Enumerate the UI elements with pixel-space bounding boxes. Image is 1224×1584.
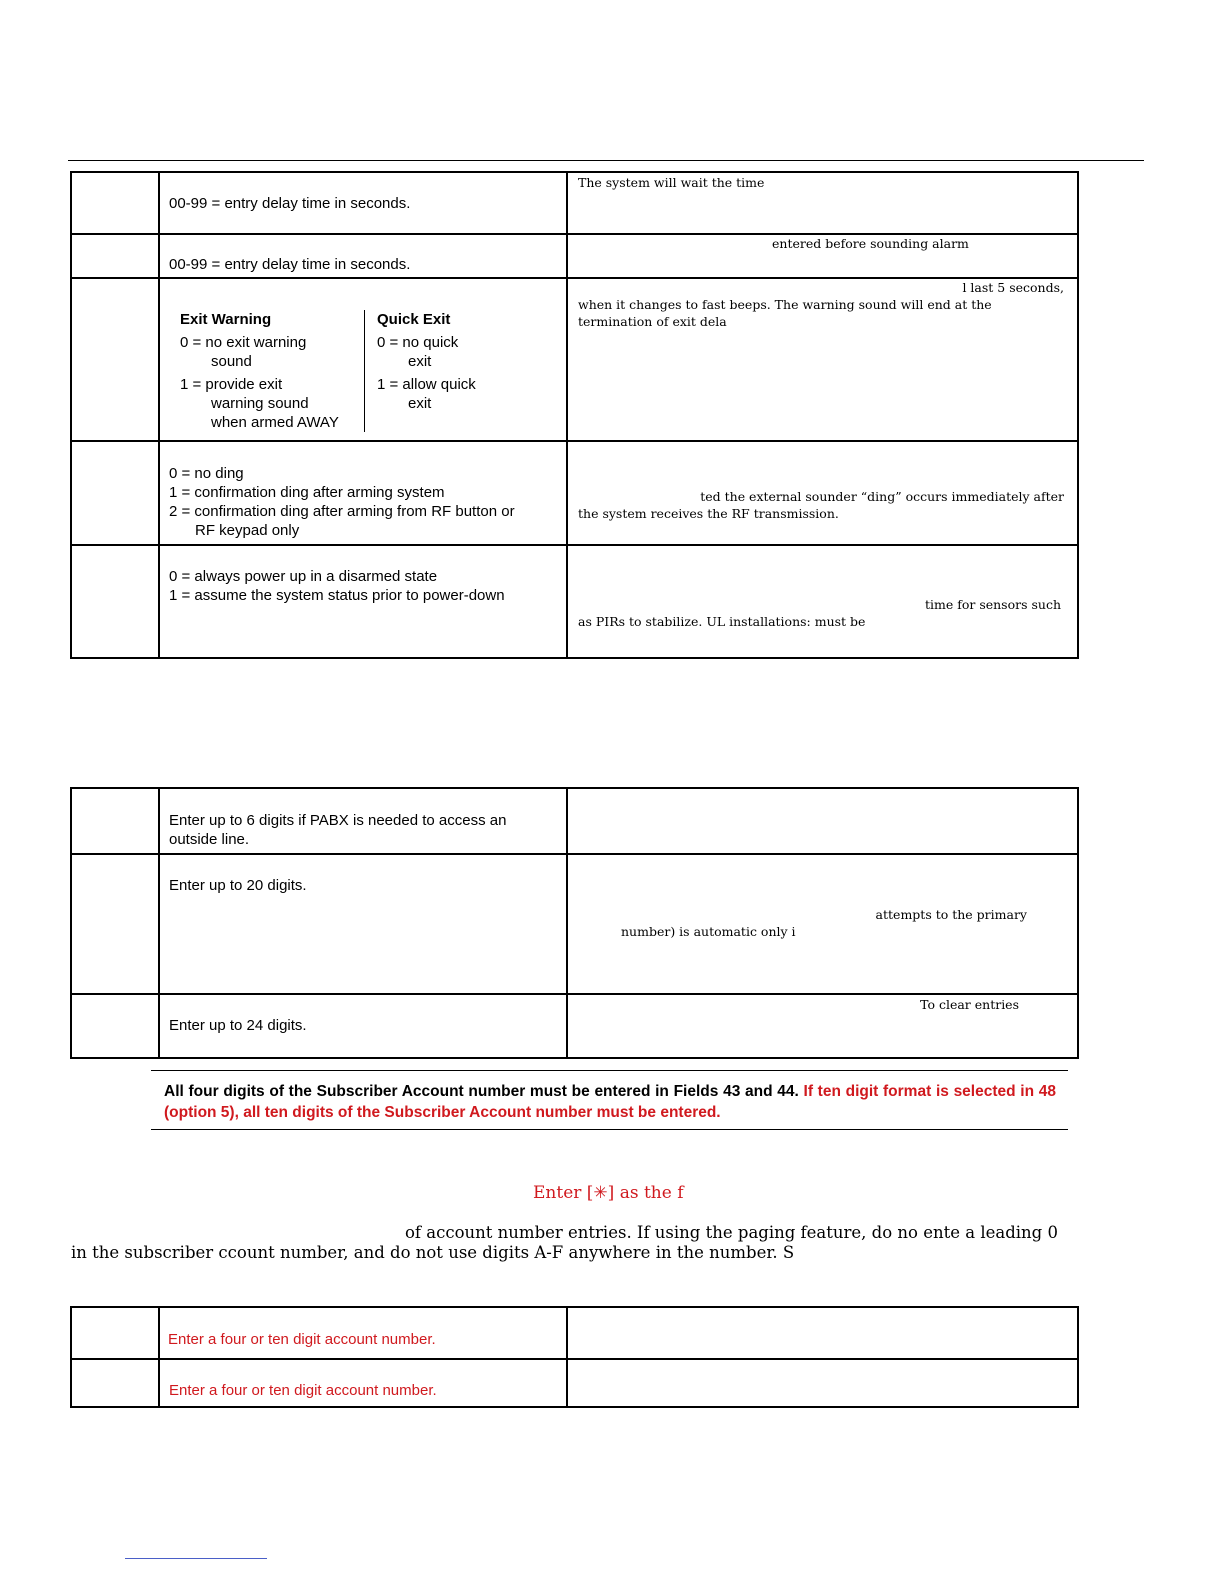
field-cell — [71, 994, 159, 1058]
option-text: when armed AWAY — [211, 414, 339, 431]
table-row — [71, 441, 1078, 545]
description-block — [568, 546, 1077, 630]
setting-cell — [159, 1307, 567, 1359]
description-cell — [567, 788, 1078, 854]
account-number-table — [70, 1306, 1079, 1408]
description-text: time for sensors such — [924, 597, 1061, 612]
subscriber-account-note — [151, 1070, 1068, 1130]
note-text: All four digits of the Subscriber Account number must be entered in Fields 43 and 44. — [164, 1083, 799, 1100]
setting-cell — [159, 234, 567, 278]
field-cell — [71, 172, 159, 234]
option-text: 1 = assume the system status prior to power-down — [169, 587, 505, 604]
description-cell — [567, 278, 1078, 441]
field-cell — [71, 441, 159, 545]
description-cell — [567, 234, 1078, 278]
description-text: attempts to the primary — [875, 907, 1027, 922]
description-cell — [567, 854, 1078, 994]
setting-cell — [159, 1359, 567, 1407]
setting-cell — [159, 441, 567, 545]
table-row — [71, 994, 1078, 1058]
description-cell — [567, 1359, 1078, 1407]
table-row — [71, 1359, 1078, 1407]
description-text: when it changes to fast beeps. The warning sound will end at the — [578, 297, 992, 312]
option-text: sound — [211, 353, 252, 370]
enter-instruction: Enter [✳] as the f — [533, 1183, 684, 1203]
description-text: termination of exit dela — [578, 314, 727, 329]
phone-number-table — [70, 787, 1079, 1059]
setting-text: Enter up to 6 digits if PABX is needed to access an — [169, 812, 507, 829]
setting-cell — [159, 278, 567, 441]
body-paragraph-line: in the subscriber ccount number, and do not use digits A-F anywhere in the number. S — [71, 1243, 795, 1262]
description-text: as PIRs to stabilize. UL installations: must be — [578, 614, 866, 629]
option-text: exit — [408, 395, 432, 412]
description-block — [568, 442, 1077, 522]
exit-warning-header: Exit Warning — [180, 311, 272, 328]
description-text: To clear entries — [920, 997, 1019, 1012]
header-rule — [68, 160, 1144, 161]
description-block — [568, 855, 1077, 940]
field-cell — [71, 278, 159, 441]
description-cell — [567, 172, 1078, 234]
exit-warning-column — [180, 310, 365, 432]
option-text: 0 = always power up in a disarmed state — [169, 568, 438, 585]
field-cell — [71, 1359, 159, 1407]
table-row — [71, 854, 1078, 994]
option-text: 1 = confirmation ding after arming system — [169, 484, 445, 501]
description-block — [568, 279, 1077, 330]
option-text: warning sound — [211, 395, 309, 412]
option-text: 0 = no ding — [169, 465, 244, 482]
description-text: The system will wait the time — [578, 175, 765, 190]
table-row — [71, 545, 1078, 658]
option-text: 1 = provide exit — [180, 376, 283, 393]
quick-exit-header: Quick Exit — [377, 311, 451, 328]
note-warning-text: If ten digit format is selected in 48 (option 5), all ten digits of the Subscriber Account number must be entered. — [164, 1083, 1057, 1121]
setting-cell — [159, 854, 567, 994]
description-text: l last 5 seconds, — [962, 280, 1064, 295]
description-text: ted the external sounder “ding” occurs immediately after — [700, 489, 1064, 504]
field-cell — [71, 234, 159, 278]
setting-cell — [159, 994, 567, 1058]
option-text: RF keypad only — [195, 522, 300, 539]
setting-cell — [159, 172, 567, 234]
setting-text: 00-99 = entry delay time in seconds. — [169, 256, 411, 273]
setting-cell — [159, 545, 567, 658]
description-text: the system receives the RF transmission. — [578, 506, 839, 521]
option-text: 0 = no quick — [377, 334, 459, 351]
body-paragraph-line: of account number entries. If using the paging feature, do no ente a leading 0 — [405, 1223, 1058, 1242]
description-cell — [567, 441, 1078, 545]
option-text: 0 = no exit warning — [180, 334, 307, 351]
table-row — [71, 788, 1078, 854]
table-row — [71, 1307, 1078, 1359]
table-row — [71, 172, 1078, 234]
table-row — [71, 234, 1078, 278]
field-cell — [71, 1307, 159, 1359]
footer-link-underline[interactable] — [125, 1558, 267, 1559]
setting-cell — [159, 788, 567, 854]
description-cell — [567, 994, 1078, 1058]
option-text: 2 = confirmation ding after arming from RF button or — [169, 503, 515, 520]
description-cell — [567, 1307, 1078, 1359]
setting-block — [160, 789, 566, 849]
option-list — [160, 546, 566, 605]
option-columns — [180, 310, 566, 432]
setting-text: 00-99 = entry delay time in seconds. — [169, 195, 411, 212]
option-list — [160, 442, 566, 540]
description-cell — [567, 545, 1078, 658]
setting-text: Enter a four or ten digit account number. — [168, 1331, 436, 1348]
option-text: 1 = allow quick — [377, 376, 476, 393]
option-text: exit — [408, 353, 432, 370]
field-cell — [71, 788, 159, 854]
field-cell — [71, 545, 159, 658]
description-text: entered before sounding alarm — [772, 236, 969, 251]
setting-text: Enter up to 24 digits. — [169, 1017, 307, 1034]
field-cell — [71, 854, 159, 994]
table-row — [71, 278, 1078, 441]
setting-text: Enter a four or ten digit account number. — [169, 1382, 437, 1399]
description-text: number) is automatic only i — [621, 924, 796, 939]
quick-exit-column — [377, 310, 561, 432]
setting-text: outside line. — [169, 831, 250, 848]
delay-options-table — [70, 171, 1079, 659]
setting-text: Enter up to 20 digits. — [169, 877, 307, 894]
